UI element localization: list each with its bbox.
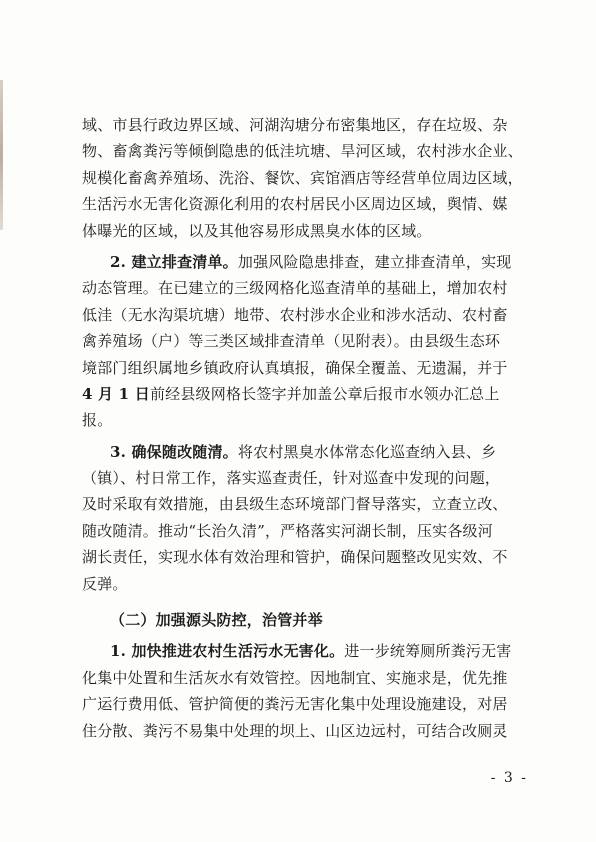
paragraph-item-1 [82,638,522,744]
paragraph-risk-areas [82,112,522,244]
text-line: 报。 [82,411,113,430]
item-title: 2. 建立排查清单。 [110,252,238,271]
text-line: 广运行费用低、管护简便的粪污无害化集中处理设施建设，对居 [82,695,508,714]
paragraph-item-3 [82,439,522,597]
deadline-date: 4 月 1 日 [82,384,150,403]
item-text: 进一步统筹厕所粪污无害 [344,642,512,661]
section-heading: （二）加强源头防控，治管并举 [110,611,323,630]
item-text: 将农村黑臭水体常态化巡查纳入县、乡 [237,442,497,461]
text-line: 动态管理。在已建立的三级网格化巡查清单的基础上，增加农村 [82,279,508,298]
scan-edge-mark [0,80,3,230]
text-line: 域、市县行政边界区域、河湖沟塘分布密集地区，存在垃圾、杂 [82,116,508,134]
text-line: 住分散、粪污不易集中处理的坝上、山区边远村，可结合改厕灵 [82,721,508,740]
text-line: 生活污水无害化资源化利用的农村居民小区周边区域，舆情、媒 [82,195,508,214]
text-line: 低洼（无水沟渠坑塘）地带、农村涉水企业和涉水活动、农村畜 [82,305,508,324]
text-line [82,249,522,275]
item-title: 3. 确保随改随清。 [110,442,238,461]
text-line: 反弹。 [82,574,128,593]
paragraph-item-2 [82,249,522,434]
text-line: 禽养殖场（户）等三类区域排查清单（见附表）。由县级生态环 [82,332,501,351]
text-line: （镇）、村日常工作，落实巡查责任，针对巡查中发现的问题， [82,469,501,488]
text-line: 湖长责任，实现水体有效治理和管护，确保问题整改见实效、不 [82,548,508,567]
body-text [82,112,522,744]
item-title: 1. 加快推进农村生活污水无害化。 [110,642,345,661]
text-line [82,638,522,664]
text-line: 随改随清。推动“长治久清”，严格落实河湖长制，压实各级河 [82,521,493,540]
text-line: 规模化畜禽养殖场、洗浴、餐饮、宾馆酒店等经营单位周边区域， [82,168,523,187]
item-text: 前经县级网格长签字并加盖公章后报市水领办汇总上 [149,384,500,403]
text-line: 境部门组织属地乡镇政府认真填报，确保全覆盖、无遗漏，并于 [82,358,508,377]
page-number: - 3 - [490,770,528,786]
text-line: 物、畜禽粪污等倾倒隐患的低洼坑塘、旱河区域，农村涉水企业、 [82,142,523,161]
text-line: 及时采取有效措施，由县级生态环境部门督导落实，立查立改、 [82,495,508,514]
text-line [82,439,522,465]
text-line: 体曝光的区域，以及其他容易形成黑臭水体的区域。 [82,221,432,240]
text-line: 化集中处置和生活灰水有效管控。因地制宜、实施求是，优先推 [82,668,508,687]
section-heading-2 [82,607,522,633]
item-text: 加强风险隐患排查，建立排查清单，实现 [237,252,512,271]
text-line [82,381,522,407]
